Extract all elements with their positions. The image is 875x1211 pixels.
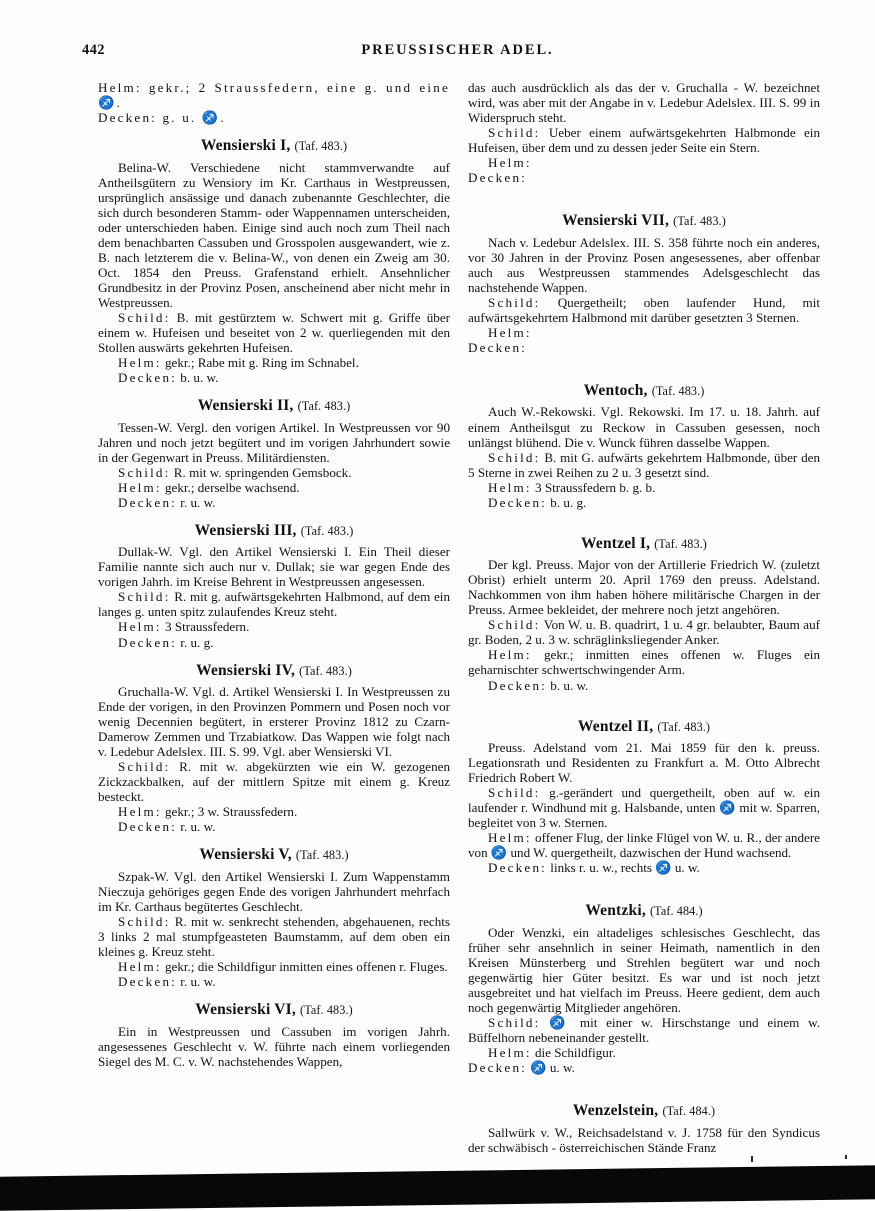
blazon-helm-text: gekr.; die Schildfigur inmitten eines offenen r. Fluges. <box>161 959 448 975</box>
entry-body: Preuss. Adelstand vom 21. Mai 1859 für den k. preuss. Legationsrath und Residenten zu Frankfurt a. M. Otto Albrecht Friedrich Robert W. <box>468 739 820 786</box>
entry-plate-ref: (Taf. 484.) <box>649 904 703 919</box>
blazon-decken-label: Decken: <box>488 677 548 693</box>
entry-wentzki <box>468 875 820 1075</box>
entry-plate-ref: (Taf. 483.) <box>294 139 348 154</box>
blazon-schild-text: B. mit gestürztem w. Schwert mit g. Griffe über einem w. Hufeisen und beseitet von 2 w. querliegenden mit den Stollen auswärts gekehrten Hufeisen. <box>98 309 450 356</box>
blazon-schild <box>468 1015 820 1045</box>
blazon-schild-text: Quergetheilt; oben laufender Hund, mit aufwärtsgekehrtem Halbmond mit darüber gesetzten 3 Sternen. <box>468 294 820 325</box>
blazon-decken <box>468 1060 820 1075</box>
blazon-schild-label: Schild: <box>118 913 171 929</box>
blazon-schild-label: Schild: <box>488 125 541 141</box>
scan-speck-artifact <box>751 1156 753 1162</box>
entry-body: Der kgl. Preuss. Major von der Artillerie Friedrich W. (zuletzt Obrist) erhielt unterm 20. April 1769 den preuss. Adelstand. Nachkommen von ihm haben höhere militärische Chargen in der Preuss. Armee bekleidet, der mehrere noch jetzt angehören. <box>468 557 820 618</box>
entry-plate-ref: (Taf. 483.) <box>295 848 349 863</box>
blazon-decken-continued <box>468 170 820 185</box>
blazon-helm-text: 3 Straussfedern. <box>161 619 250 635</box>
blazon-decken <box>98 974 450 989</box>
blazon-schild-label: Schild: <box>118 464 171 480</box>
blazon-helm-continued <box>468 155 820 170</box>
blazon-schild-text: g.-gerändert und quergetheilt, oben auf w. ein laufender r. Windhund mit g. Halsbande, unten ♐ mit w. Sparren, begleitet von 3 w. Sternen. <box>468 785 820 831</box>
blazon-helm-label: Helm: <box>488 324 532 340</box>
entry-body: Nach v. Ledebur Adelslex. III. S. 358 führte noch ein anderes, vor 30 Jahren in der Provinz Posen angesessenes, aber offenbar auch aus Westpreussen stammendes Adelsgeschlecht das nachstehende Wappen. <box>468 234 820 295</box>
blazon-helm <box>98 355 450 370</box>
blazon-helm <box>98 804 450 819</box>
entry-body: Gruchalla-W. Vgl. d. Artikel Wensierski I. In Westpreussen zu Ende der vorigen, in den Provinzen Pommern und Posen noch vor wenig Decennien begütert, in ersterer Provinz 1812 zu Czarn-Damerow Zemmen und Trzabiatkow. Das Wappen wie folgt nach v. Ledebur Adelslex. III. S. 99. Vgl. aber Wensierski VI. <box>98 683 450 760</box>
running-head <box>0 40 875 66</box>
page-number: 442 <box>82 42 105 58</box>
blazon-decken-text: r. u. w. <box>177 974 216 990</box>
blazon-helm-label: Helm: <box>488 1045 532 1061</box>
blazon-decken-label: Decken: <box>118 494 178 510</box>
entry-title <box>468 901 820 920</box>
blazon-helm <box>468 480 820 495</box>
entry-body: Auch W.-Rekowski. Vgl. Rekowski. Im 17. u. 18. Jahrh. auf einem Antheilsgut zu Reckow in Cassuben gesessen, noch unlängst blühend. Die v. Wunck führen dasselbe Wappen. <box>468 404 820 450</box>
entry-title-name: Wensierski III, <box>194 521 297 539</box>
entry-wensierski-vii <box>468 185 820 355</box>
running-head-title: PREUSSISCHER ADEL. <box>361 42 554 58</box>
blazon-decken-label: Decken: <box>468 1060 528 1076</box>
entry-title-name: Wenzelstein, <box>572 1102 659 1120</box>
blazon-schild-text: ♐ mit einer w. Hirschstange und einem w. Büffelhorn nebeneinander gestellt. <box>468 1015 820 1046</box>
blazon-schild-continued <box>468 125 820 155</box>
blazon-decken <box>98 495 450 510</box>
blazon-schild-label: Schild: <box>488 449 541 465</box>
blazon-decken <box>468 860 820 875</box>
entry-wensierski-i <box>98 125 450 385</box>
blazon-decken-text: b. u. w. <box>177 370 219 386</box>
blazon-schild-text: R. mit w. abgekürzten wie ein W. gezogenen Zickzackbalken, auf der mittlern Spitze mit einem g. Kreuz besteckt. <box>98 759 450 805</box>
entry-title-name: Wensierski I, <box>200 137 291 155</box>
entry-title-name: Wensierski IV, <box>196 661 296 679</box>
blazon-helm <box>468 647 820 677</box>
blazon-decken-continued <box>98 110 450 125</box>
blazon-decken <box>468 678 820 693</box>
blazon-schild <box>468 295 820 325</box>
blazon-decken-text: r. u. w. <box>177 494 216 510</box>
blazon-schild-label: Schild: <box>118 589 171 605</box>
blazon-schild <box>98 914 450 959</box>
blazon-decken-label: Decken: <box>468 170 528 186</box>
blazon-schild-label: Schild: <box>488 617 541 633</box>
blazon-decken <box>468 495 820 510</box>
blazon-schild-label: Schild: <box>118 759 171 775</box>
blazon-decken-label: Decken: <box>118 634 178 650</box>
entry-title-name: Wensierski V, <box>199 846 292 864</box>
entry-title-name: Wensierski II, <box>197 397 294 415</box>
blazon-helm-label: Helm: <box>118 355 162 371</box>
blazon-decken-label: Decken: <box>468 340 528 356</box>
blazon-decken <box>98 635 450 650</box>
entry-title-name: Wentzki, <box>585 902 646 920</box>
entry-wensierski-ii <box>98 385 450 510</box>
entry-plate-ref: (Taf. 483.) <box>300 1003 353 1018</box>
blazon-decken-text: r. u. w. <box>177 819 216 835</box>
blazon-schild-text: Von W. u. B. quadrirt, 1 u. 4 gr. belaubter, Baum auf gr. Boden, 2 u. 3 w. schräglinksliegender Anker. <box>468 617 820 648</box>
entry-plate-ref: (Taf. 483.) <box>654 536 707 551</box>
scan-speck-artifact <box>845 1155 847 1159</box>
entry-body: Dullak-W. Vgl. den Artikel Wensierski I. Ein Theil dieser Familie nannte sich auch nur v. Dullak; sie war gegen Ende des vorigen Jahrh. im Kreise Behrent in Westpreussen angesessen. <box>98 544 450 590</box>
entry-title <box>98 521 450 540</box>
blazon-decken-text: b. u. w. <box>547 677 589 693</box>
blazon-schild <box>468 785 820 830</box>
entry-title <box>98 845 450 864</box>
blazon-helm-label: Helm: <box>118 959 162 975</box>
entry-title <box>468 1101 820 1120</box>
blazon-schild-label: Schild: <box>488 785 541 801</box>
blazon-decken-text: r. u. g. <box>177 634 214 650</box>
blazon-schild-label: Schild: <box>488 294 541 310</box>
blazon-schild-text: R. mit w. springenden Gemsbock. <box>170 464 352 480</box>
blazon-decken-label: Decken: <box>118 370 178 386</box>
blazon-schild-label: Schild: <box>488 1015 541 1031</box>
entry-body: Ein in Westpreussen und Cassuben im vorigen Jahrh. angesessenes Geschlecht v. W. führte nach einem vorliegenden Siegel des M. C. v. W. nachstehendes Wappen, <box>98 1023 450 1069</box>
entry-body: Belina-W. Verschiedene nicht stammverwandte auf Antheilsgütern zu Wensiory im Kr. Carthaus in Westpreussen, ursprünglich ansässige und danach zubenannte Geschlechter, die sich durch besonderen Stamm- oder Wappennamen unterscheiden, oder unterschieden haben. Einige sind auch noch zum Theil nach dem benachbarten Cassuben und Grosspolen ausgewandert, wie z. B. nach letzterem die v. Belina-W., von denen ein Zweig am 30. Oct. 1854 den Preuss. Grafenstand erhielt. Ansehnlicher Grundbesitz in der Provinz Posen, anscheinend aber nicht mehr in Westpreussen. <box>98 159 450 310</box>
blazon-helm-text: gekr.; derselbe wachsend. <box>161 479 300 495</box>
blazon-decken-text: b. u. g. <box>547 494 587 510</box>
entry-plate-ref: (Taf. 483.) <box>673 214 726 229</box>
blazon-decken-continued-text: Decken: g. u. ♐. <box>98 110 226 126</box>
blazon-helm-text: gekr.; inmitten eines offenen w. Fluges ein geharnischter schwertschwingender Arm. <box>468 647 820 678</box>
entry-title-name: Wentzel II, <box>577 717 654 735</box>
blazon-schild-text: R. mit w. senkrecht stehenden, abgehauenen, rechts 3 links 2 mal stumpfgeasteten Baumstamm, auf dem oben ein kleines g. Kreuz steht. <box>98 913 450 960</box>
blazon-helm-continued <box>98 80 450 110</box>
blazon-helm <box>98 619 450 634</box>
paragraph-continued: das auch ausdrücklich als das der v. Gruchalla - W. bezeichnet wird, was aber mit der Angabe in v. Ledebur Adelslex. III. S. 99 in Widerspruch steht. <box>468 80 820 126</box>
blazon-helm-label: Helm: <box>488 830 532 846</box>
entry-body: Szpak-W. Vgl. den Artikel Wensierski I. Zum Wappenstamm Nieczuja gehöriges gegen Ende des vorigen Jahrhundert mehrfach im Kr. Carthaus begütertes Geschlecht. <box>98 868 450 914</box>
blazon-decken-label: Decken: <box>488 860 548 876</box>
blazon-helm-label: Helm: <box>488 155 532 171</box>
entry-body: Oder Wenzki, ein altadeliges schlesisches Geschlecht, das früher sehr ansehnlich in seiner Heimath, namentlich in den Kreisen Münsterberg und Strehlen begütert war und noch gegenwärtig hier Güter besitzt. Es war und ist noch jetzt ausgebreitet und hat vielfach im Preuss. Heere gedient, dem auch noch gegenwärtig Mitglieder angehören. <box>468 924 820 1015</box>
blazon-helm-continued-text: Helm: gekr.; 2 Straussfedern, eine g. und eine ♐. <box>98 80 450 111</box>
blazon-schild <box>98 310 450 355</box>
entry-wentzel-ii <box>468 693 820 876</box>
blazon-schild <box>98 759 450 804</box>
blazon-decken <box>468 340 820 355</box>
blazon-helm <box>98 959 450 974</box>
entry-wenzelstein <box>468 1075 820 1154</box>
blazon-helm <box>98 480 450 495</box>
entry-title <box>98 661 450 680</box>
blazon-helm-label: Helm: <box>118 479 162 495</box>
entry-title-name: Wensierski VI, <box>195 1001 296 1019</box>
entry-title-name: Wentzel I, <box>581 534 651 552</box>
entry-wentzel-i <box>468 510 820 693</box>
entry-plate-ref: (Taf. 483.) <box>657 719 711 734</box>
blazon-helm <box>468 1045 820 1060</box>
entry-plate-ref: (Taf. 483.) <box>297 399 351 414</box>
blazon-helm-text: die Schildfigur. <box>531 1045 616 1061</box>
blazon-decken-label: Decken: <box>488 494 548 510</box>
entry-plate-ref: (Taf. 483.) <box>299 663 352 678</box>
blazon-schild-text: B. mit G. aufwärts gekehrtem Halbmonde, über den 5 Sterne in zwei Reihen zu 2 u. 3 gesetzt sind. <box>468 449 820 480</box>
entry-body: Tessen-W. Vergl. den vorigen Artikel. In Westpreussen vor 90 Jahren und noch jetzt begütert und im vorigen Jahrhundert sowie in der Gegenwart in Preuss. Militärdiensten. <box>98 419 450 465</box>
blazon-helm-label: Helm: <box>488 647 532 663</box>
blazon-decken-text: ♐ u. w. <box>527 1060 575 1076</box>
entry-wensierski-iii <box>98 510 450 650</box>
blazon-schild <box>468 617 820 647</box>
blazon-decken-label: Decken: <box>118 974 178 990</box>
blazon-schild <box>468 450 820 480</box>
blazon-helm-text: gekr.; 3 w. Straussfedern. <box>161 804 298 820</box>
blazon-helm-text: offener Flug, der linke Flügel von W. u. R., der andere von ♐ und W. quergetheilt, dazwischen der Hund wachsend. <box>468 830 820 861</box>
blazon-decken-label: Decken: <box>118 819 178 835</box>
entry-wensierski-vi <box>98 989 450 1069</box>
blazon-decken <box>98 819 450 834</box>
entry-title <box>468 534 820 553</box>
blazon-helm-label: Helm: <box>118 619 162 635</box>
entry-title <box>468 717 820 736</box>
entry-title-name: Wensierski VII, <box>562 212 670 230</box>
blazon-decken-text: links r. u. w., rechts ♐ u. w. <box>547 860 700 876</box>
entry-body: Sallwürk v. W., Reichsadelstand v. J. 1758 für den Syndicus der schwäbisch - österreichischen Stände Franz <box>468 1124 820 1155</box>
entry-plate-ref: (Taf. 483.) <box>651 384 705 399</box>
entry-title-name: Wentoch, <box>583 382 648 400</box>
blazon-schild-label: Schild: <box>118 309 171 325</box>
blazon-helm <box>468 830 820 860</box>
entry-wensierski-iv <box>98 650 450 835</box>
entry-plate-ref: (Taf. 483.) <box>300 523 354 538</box>
entry-title <box>468 211 820 230</box>
scan-edge-artifact <box>0 1165 875 1211</box>
blazon-schild <box>98 465 450 480</box>
column-right <box>468 80 820 1155</box>
entry-wentoch <box>468 355 820 510</box>
blazon-helm-text: gekr.; Rabe mit g. Ring im Schnabel. <box>161 355 359 371</box>
entry-title <box>98 1000 450 1019</box>
blazon-decken <box>98 370 450 385</box>
column-left <box>98 80 450 1069</box>
entry-wensierski-v <box>98 834 450 989</box>
blazon-schild <box>98 589 450 619</box>
blazon-helm-label: Helm: <box>118 804 162 820</box>
blazon-schild-text: R. mit g. aufwärtsgekehrten Halbmond, auf dem ein langes g. unten spitz zulaufendes Kreuz steht. <box>98 589 450 620</box>
entry-title <box>468 381 820 400</box>
entry-title <box>98 396 450 415</box>
entry-plate-ref: (Taf. 484.) <box>662 1104 716 1119</box>
blazon-schild-text: Ueber einem aufwärtsgekehrten Halbmonde ein Hufeisen, über dem und zu dessen jeder Seite ein Stern. <box>468 125 820 156</box>
entry-title <box>98 136 450 155</box>
blazon-helm-text: 3 Straussfedern b. g. b. <box>531 479 656 495</box>
blazon-helm-label: Helm: <box>488 479 532 495</box>
blazon-helm <box>468 325 820 340</box>
